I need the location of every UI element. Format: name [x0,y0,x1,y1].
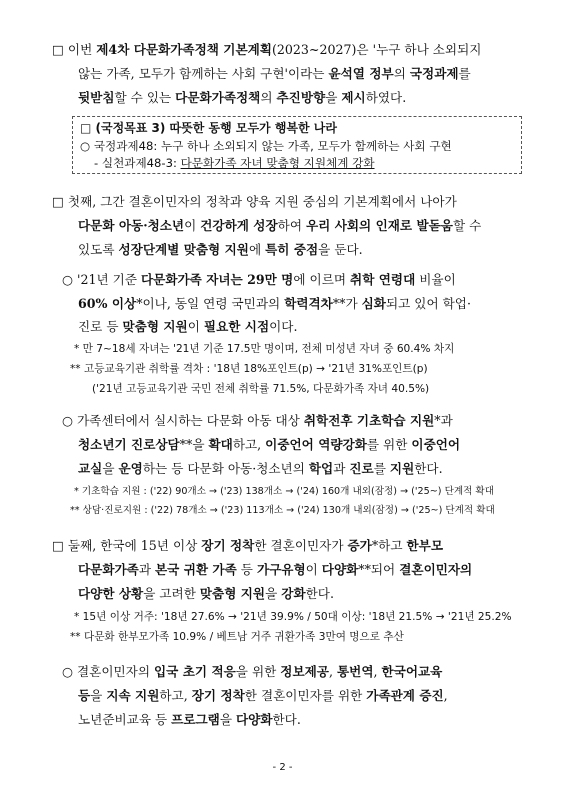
document-page: □ 이번 제4차 다문화가족정책 기본계획(2023~2027)은 '누구 하나 소외되지 않는 가족, 모두가 함께하는 사회 구현'이라는 윤석열 정부의 국정과제를 뒷받침할 수 있는 다문화가족정책의 추진방향을 제시하였다. □ (국정목표 3) 따뜻한 동행 모두가 행복한 나라 ○ 국정과제48: 누구 하나 소외되지 않는 가족, 모두가 함께하는 사회 구현 - 실천과제48-3: 다문화가족 자녀 맞춤형 지원체계 강화 □ 첫째, 그간 결혼이민자의 정착과 양육 지원 중심의 기본계획에서 나아가 다문화 아동·청소년이 건강하게 성장하여 우리 사회의 인재로 발돋움할 수 있도록 성장단계별 맞춤형 지원에 특히 중점을 둔다. ○ '21년 기준 다문화가족 자녀는 29만 명에 이르며 취학 연령대 비율이 60% 이상*이나, 동일 연령 국민과의 학력격차**가 심화되고 있어 학업· 진로 등 맞춤형 지원이 필요한 시점이다. * 만 7~18세 자녀는 '21년 기준 17.5만 명이며, 전체 미성년 자녀 중 60.4% 차지 ** 고등교육기관 취학률 격차 : '18년 18%포인트(p) → '21년 31%포인트(p) ('21년 고등교육기관 국민 전체 취학률 71.5%, 다문화가족 자녀 40.5%) ○ 가족센터에서 실시하는 다문화 아동 대상 취학전후 기초학습 지원*과 청소년기 진로상담**을 확대하고, 이중언어 역량강화를 위한 이중언어 교실을 운영하는 등 다문화 아동·청소년의 학업과 진로를 지원한다. * 기초학습 지원 : ('22) 90개소 → ('23) 138개소 → ('24) 160개 내외(잠정) → ('25~) 단계적 확대 ** 상담·진로지원 : ('22) 78개소 → ('23) 113개소 → ('24) 130개 내외(잠정) → ('25~) 단계적 확대 □ 둘째, 한국에 15년 이상 장기 정착한 결혼이민자가 증가*하고 한부모 다문화가족과 본국 귀환 가족 등 가구유형이 다양화**되어 결혼이민자의 다양한 상황을 고려한 맞춤형 지원을 강화한다. * 15년 이상 거주: '18년 27.6% → '21년 39.9% / 50대 이상: '18년 21.5% → '21년 25.2% ** 다문화 한부모가족 10.9% / 베트남 거주 귀환가족 3만여 명으로 추산 ○ 결혼이민자의 입국 초기 적응을 위한 정보제공, 통번역, 한국어교육 등을 지속 지원하고, 장기 정착한 결혼이민자를 위한 가족관계 증진, 노년준비교육 등 프로그램을 다양화한다. - 2 - [0,0,565,800]
square-bullet: □ [52,42,64,57]
footnote: * 기초학습 지원 : ('22) 90개소 → ('23) 138개소 → ('24) 160개 내외(잠정) → ('25~) 단계적 확대 [74,486,494,497]
footnote: ** 고등교육기관 취학률 격차 : '18년 18%포인트(p) → '21년 31%포인트(p) [70,363,428,375]
footnote: * 만 7~18세 자녀는 '21년 기준 17.5만 명이며, 전체 미성년 자녀 중 60.4% 차지 [74,343,455,355]
goal-box-subtask: - 실천과제48-3: 다문화가족 자녀 맞춤형 지원체계 강화 [94,156,375,170]
footnote: ** 다문화 한부모가족 10.9% / 베트남 거주 귀환가족 3만여 명으로 추산 [70,631,404,643]
footnote: ** 상담·진로지원 : ('22) 78개소 → ('23) 113개소 → ('24) 130개 내외(잠정) → ('25~) 단계적 확대 [70,505,495,516]
circle-bullet: ○ [62,413,73,428]
circle-bullet: ○ [62,272,73,287]
footnote: ('21년 고등교육기관 국민 전체 취학률 71.5%, 다문화가족 자녀 40.5%) [92,383,430,395]
square-bullet: □ [52,194,64,209]
square-bullet: □ [52,538,64,553]
page-number: - 2 - [272,762,293,773]
circle-bullet: ○ [62,664,73,679]
footnote: * 15년 이상 거주: '18년 27.6% → '21년 39.9% / 50대 이상: '18년 21.5% → '21년 25.2% [74,611,512,623]
goal-box-title: □ (국정목표 3) 따뜻한 동행 모두가 행복한 나라 [80,121,337,135]
goal-box-task: ○ 국정과제48: 누구 하나 소외되지 않는 가족, 모두가 함께하는 사회 구현 [80,139,452,153]
